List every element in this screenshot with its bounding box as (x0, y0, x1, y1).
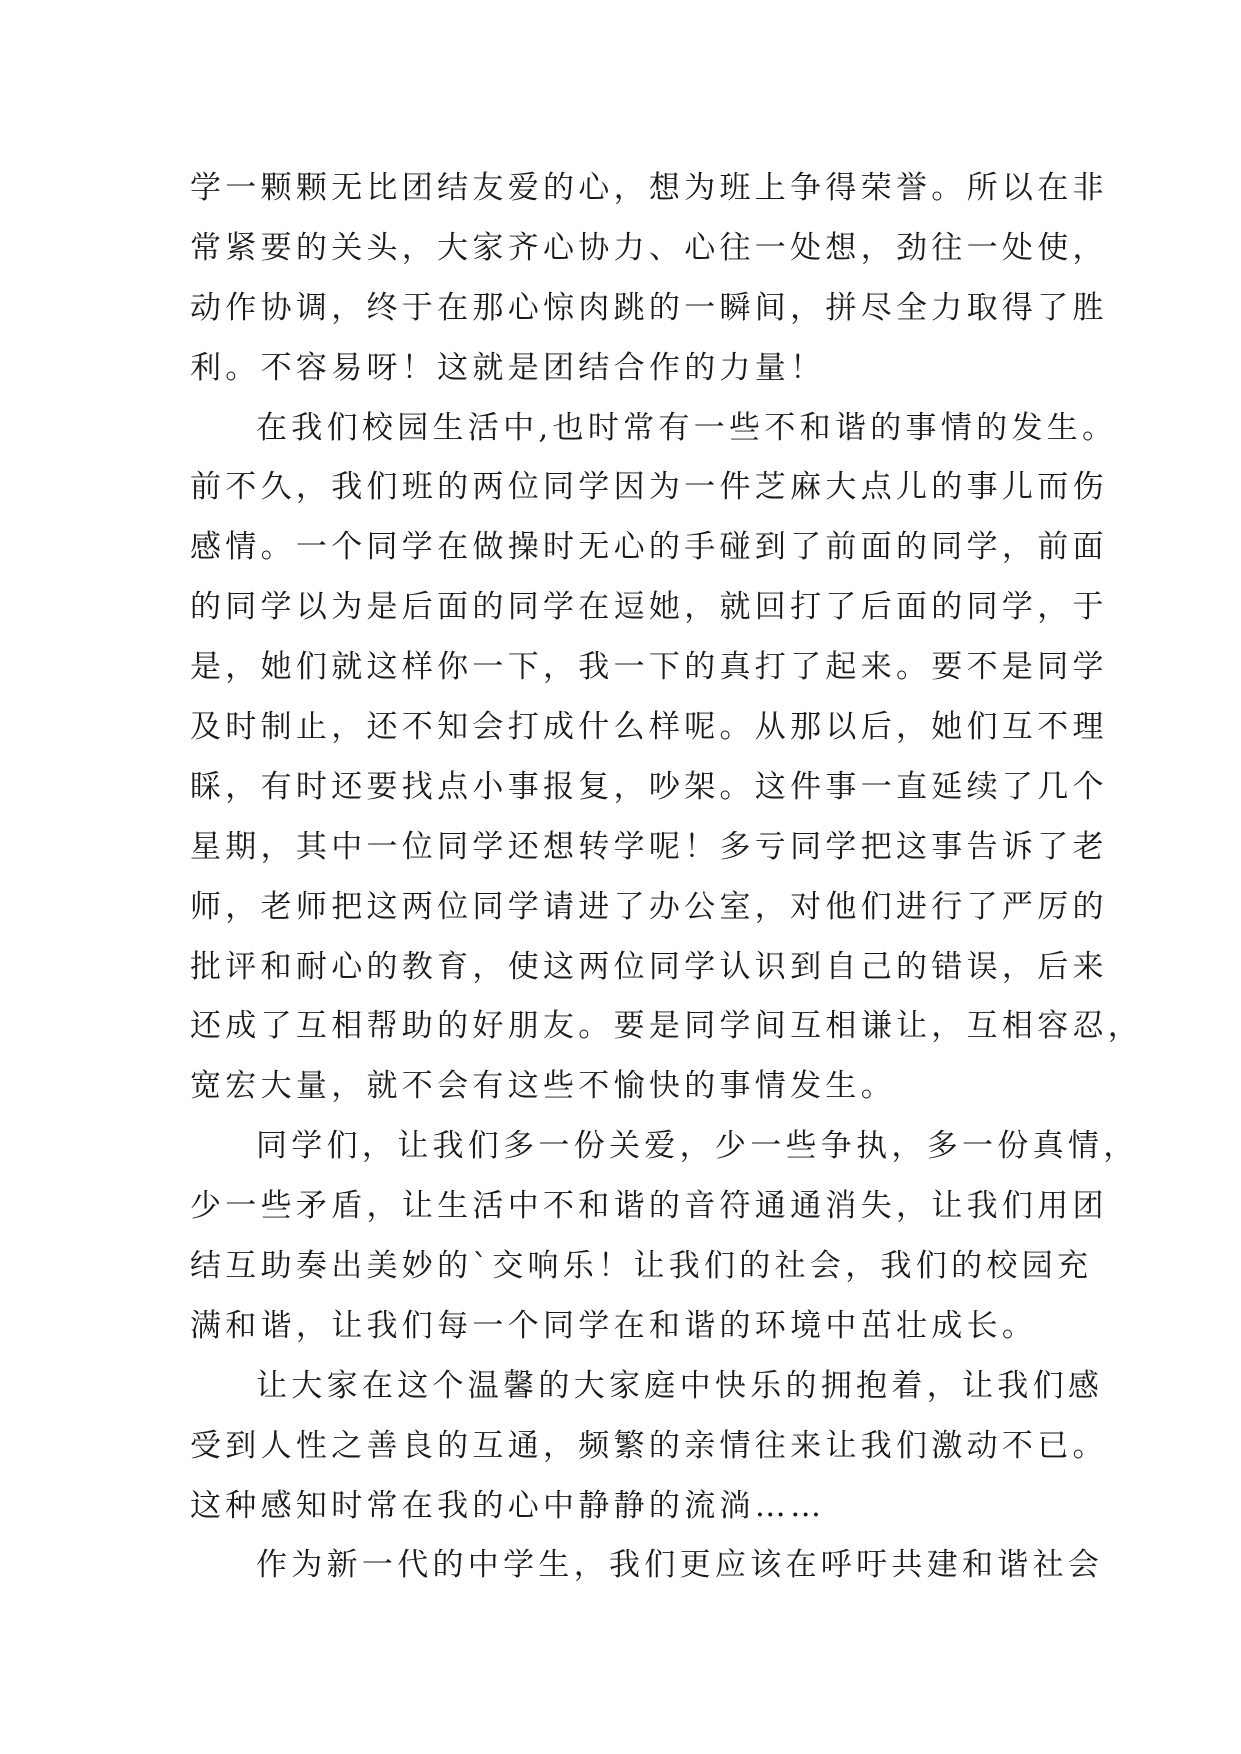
text-line: 结互助奏出美妙的`交响乐！让我们的社会，我们的校园充 (190, 1248, 1093, 1285)
text-line: 星期，其中一位同学还想转学呢！多亏同学把这事告诉了老 (190, 828, 1108, 865)
text-line: 宽宏大量，就不会有这些不愉快的事情发生。 (190, 1068, 896, 1105)
text-line: 学一颗颗无比团结友爱的心，想为班上争得荣誉。所以在非 (190, 170, 1108, 206)
text-line: 睬，有时还要找点小事报复，吵架。这件事一直延续了几个 (190, 768, 1108, 805)
text-line: 这种感知时常在我的心中静静的流淌…… (190, 1487, 826, 1524)
text-line: 常紧要的关头，大家齐心协力、心往一处想，劲往一处使， (190, 229, 1108, 266)
text-line: 利。不容易呀！这就是团结合作的力量！ (190, 349, 826, 386)
body-text (190, 159, 1144, 1596)
text-line: 批评和耐心的教育，使这两位同学认识到自己的错误，后来 (190, 948, 1108, 985)
text-line: 是，她们就这样你一下，我一下的真打了起来。要不是同学 (190, 649, 1108, 686)
paragraph-start-line: 让大家在这个温馨的大家庭中快乐的拥抱着，让我们感 (256, 1367, 1104, 1404)
text-line: 的同学以为是后面的同学在逗她，就回打了后面的同学，于 (190, 589, 1108, 626)
text-line: 受到人性之善良的互通，频繁的亲情往来让我们激动不已。 (190, 1427, 1108, 1464)
text-line: 少一些矛盾，让生活中不和谐的音符通通消失，让我们用团 (190, 1188, 1108, 1225)
text-line: 感情。一个同学在做操时无心的手碰到了前面的同学，前面 (190, 529, 1108, 566)
text-line: 动作协调，终于在那心惊肉跳的一瞬间，拼尽全力取得了胜 (190, 289, 1108, 326)
text-line: 及时制止，还不知会打成什么样呢。从那以后，她们互不理 (190, 709, 1108, 746)
paragraph-start-line: 同学们，让我们多一份关爱，少一些争执，多一份真情， (256, 1128, 1139, 1165)
paragraph-start-line: 在我们校园生活中,也时常有一些不和谐的事情的发生。 (256, 409, 1118, 446)
text-line: 前不久，我们班的两位同学因为一件芝麻大点儿的事儿而伤 (190, 469, 1108, 506)
paragraph-start-line: 作为新一代的中学生，我们更应该在呼吁共建和谐社会 (256, 1547, 1104, 1584)
text-line: 师，老师把这两位同学请进了办公室，对他们进行了严厉的 (190, 888, 1108, 925)
text-line: 满和谐，让我们每一个同学在和谐的环境中茁壮成长。 (190, 1307, 1038, 1344)
text-line: 还成了互相帮助的好朋友。要是同学间互相谦让，互相容忍， (190, 1008, 1144, 1045)
